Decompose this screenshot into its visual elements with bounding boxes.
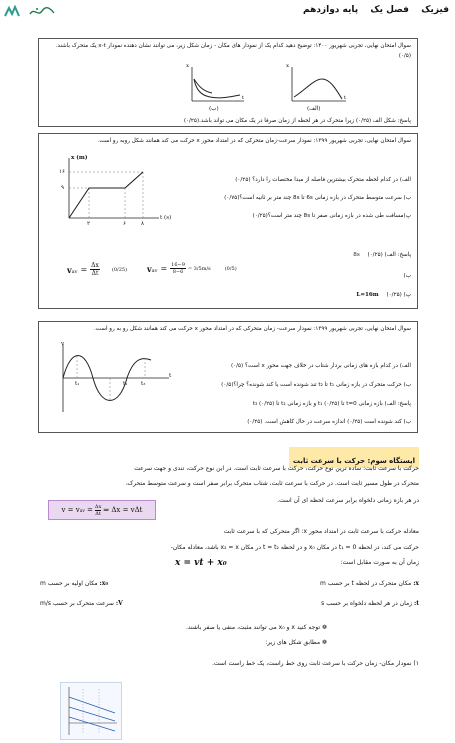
definition-t: t: زمان در هر لحظه دلخواه بر حسب s: [321, 600, 419, 607]
answer-b-score-1: (0/25): [111, 266, 128, 273]
flower-bullet-icon: ❁: [321, 624, 327, 631]
paragraph-2-line-1: معادله حرکت با سرعت ثابت در امتداد محور x: اگر متحرکی که با سرعت ثابت: [223, 528, 419, 535]
question-1-text: سوال امتحان نهایی، تجربی شهریور ۱۴۰۰: توضیح دهید کدام یک از نمودار های مکان - زمان شکل زیر، می توانند نشان دهنده نمودار x-t یک متحرک باشند. (۰/۵): [55, 43, 411, 59]
definition-x: x: مکان متحرک در لحظه t بر حسب m: [320, 580, 419, 587]
note-1: ❁ توجه کنید x و x₀ می توانند مثبت، منفی یا صفر باشند.: [185, 624, 327, 631]
graph-label-a: (الف): [307, 106, 321, 112]
header-grade: پایه دوازدهم: [303, 5, 359, 15]
question-2-part-b: ب) سرعت متوسط متحرک در بازه زمانی 6s تا 8s چند متر بر ثانیه است؟(۰/۷۵): [224, 195, 411, 201]
svg-text:t: t: [343, 95, 346, 101]
svg-text:x: x: [286, 63, 289, 69]
question-3-velocity-graph: [49, 342, 174, 414]
answer-b-formula-2: v $_{av}$ = $\frac{16-9}{8-6}$ = 3/5m/s (0/5): [147, 262, 237, 275]
answer-b-label: ب): [403, 273, 411, 279]
graph-xtick-6: ۶: [123, 221, 127, 227]
answer-c-label: پ): [403, 292, 411, 298]
question-2-position-graph: [47, 154, 167, 240]
velocity-formula-box: v = v $_{av}$ = $\frac{\Delta x}{\Delta t}$ ⇒ Δx = vΔt: [48, 500, 156, 520]
graph-ylabel: x (m): [71, 155, 88, 161]
paragraph-1-line-2: متحرک در طول مسیر ثابت است. در حرکت با سرعت ثابت، شتاب متحرک برابر صفر است و سرعت متوسط متحرک،: [125, 480, 419, 487]
question-3-text: سوال امتحان نهایی، تجربی شهریور ۱۳۹۹: نمودار سرعت- زمان متحرکی که در امتداد محور x حرکت می کند همانند شکل رو به رو است.: [94, 326, 411, 332]
item-1: ۱) نمودار مکان- زمان حرکت با سرعت ثابت روی خط راست، یک خط راست است.: [212, 660, 419, 667]
answer-b-formula-1: v $_{av}$ = $\frac{\Delta x}{\Delta t}$ (0/25): [67, 262, 128, 277]
definition-x0: x₀: مکان اولیه بر حسب m: [40, 580, 108, 587]
question-3-answer-a: پاسخ: الف) بازه زمانی 0=t تا t₁ (۰/۲۵) و بازه زمانی t₂ تا t₃ (۰/۲۵): [252, 401, 411, 407]
position-time-graph-thumbnail: [60, 682, 122, 740]
answer-a-label: پاسخ: الف): [384, 252, 411, 258]
paragraph-2-line-2: حرکت می کند، در لحظه 0 = t₁ در مکان x₀ و در لحظه t = t₂ در مکان x₂ = x باشد، معادله مکان-: [170, 544, 419, 551]
section-title: ایستگاه سوم: حرکت با سرعت ثابت: [292, 457, 415, 465]
graph-t1-label: t₁: [75, 381, 80, 387]
question-3-answer-b: ب) کند شونده است (۰/۲۵) اندازه سرعت در حال کاهش است. (۰/۲۵): [247, 419, 411, 425]
answer-a-row: [347, 251, 411, 259]
graph-label-b: (ب): [209, 106, 219, 112]
graph-xtick-2: ۲: [87, 221, 91, 227]
question-3-box: [38, 321, 418, 433]
question-2-part-c: پ)مسافت طی شده در بازه زمانی صفر تا 8s چند متر است؟(۰/۲۵): [252, 213, 411, 219]
answer-b-score-2: (0/5): [224, 265, 237, 272]
svg-text:x: x: [186, 63, 189, 69]
position-equation: x = vt + x₀: [175, 558, 227, 568]
answer-a-score: (۰/۲۵): [367, 252, 383, 258]
paragraph-2-line-3: زمان آن به صورت مقابل است:: [340, 559, 419, 566]
question-2-box: [38, 133, 418, 309]
logo: [4, 4, 20, 18]
answer-c-score: (۰/۲۵): [386, 292, 402, 298]
question-1-answer: پاسخ: شکل الف (۰/۲۵) زیرا متحرک در هر لحظه از زمان صرفا در یک مکان می تواند باشد.(۰/۲۵): [183, 118, 411, 124]
brand-signature-icon: [28, 4, 56, 18]
graph-t-label: t: [169, 373, 172, 379]
question-3-part-a: الف) در کدام بازه های زمانی بردار شتاب در خلاف جهت محور x است؟ (۰/۵): [230, 363, 411, 369]
note-2: ❁ مطابق شکل های زیر:: [265, 639, 327, 646]
graph-xlabel: t (s): [160, 215, 172, 221]
header-bar: [0, 0, 455, 22]
graph-v-label: v: [61, 341, 65, 347]
question-2-text: سوال امتحان نهایی، تجربی شهریور ۱۳۹۹: نمودار سرعت-زمان متحرکی که در امتداد محور x حرکت می کند همانند شکل روبه رو است.: [97, 138, 411, 144]
graph-ytick-9: ۹: [61, 185, 65, 191]
question-1-box: [38, 38, 418, 127]
graph-t2-label: t₂: [123, 381, 128, 387]
definition-v: V: سرعت متحرک بر حسب m/s: [40, 600, 123, 607]
graph-t3-label: t₃: [141, 381, 146, 387]
answer-a-value: 8s: [353, 252, 360, 258]
question-3-part-b: ب) حرکت متحرک در بازه زمانی t₁ تا t₂ تند شونده است یا کند شونده؟ چرا؟(۰/۵): [221, 382, 411, 388]
paragraph-1-line-3: در هر بازه زمانی دلخواه برابر سرعت لحظه ای آن است.: [277, 497, 419, 504]
graph-ytick-16: ۱۶: [59, 169, 66, 175]
paragraph-1-line-1: حرکت با سرعت ثابت: ساده ترین نوع حرکت، حرکت با سرعت ثابت است. در این نوع حرکت، تندی و جهت سرعت: [134, 465, 419, 472]
answer-c-row: [350, 291, 411, 299]
header-chapter: فصل یک: [370, 5, 409, 15]
svg-text:t: t: [241, 95, 244, 101]
header-subject: فیزیک: [421, 5, 449, 15]
question-2-part-a: الف) در کدام لحظه متحرک بیشترین فاصله از مبدا مختصات را دارد؟ (۰/۲۵): [235, 177, 411, 183]
answer-c-value: L=16m: [356, 292, 379, 298]
flower-bullet-icon: ❁: [321, 639, 327, 646]
graph-xtick-8: ۸: [141, 221, 145, 227]
